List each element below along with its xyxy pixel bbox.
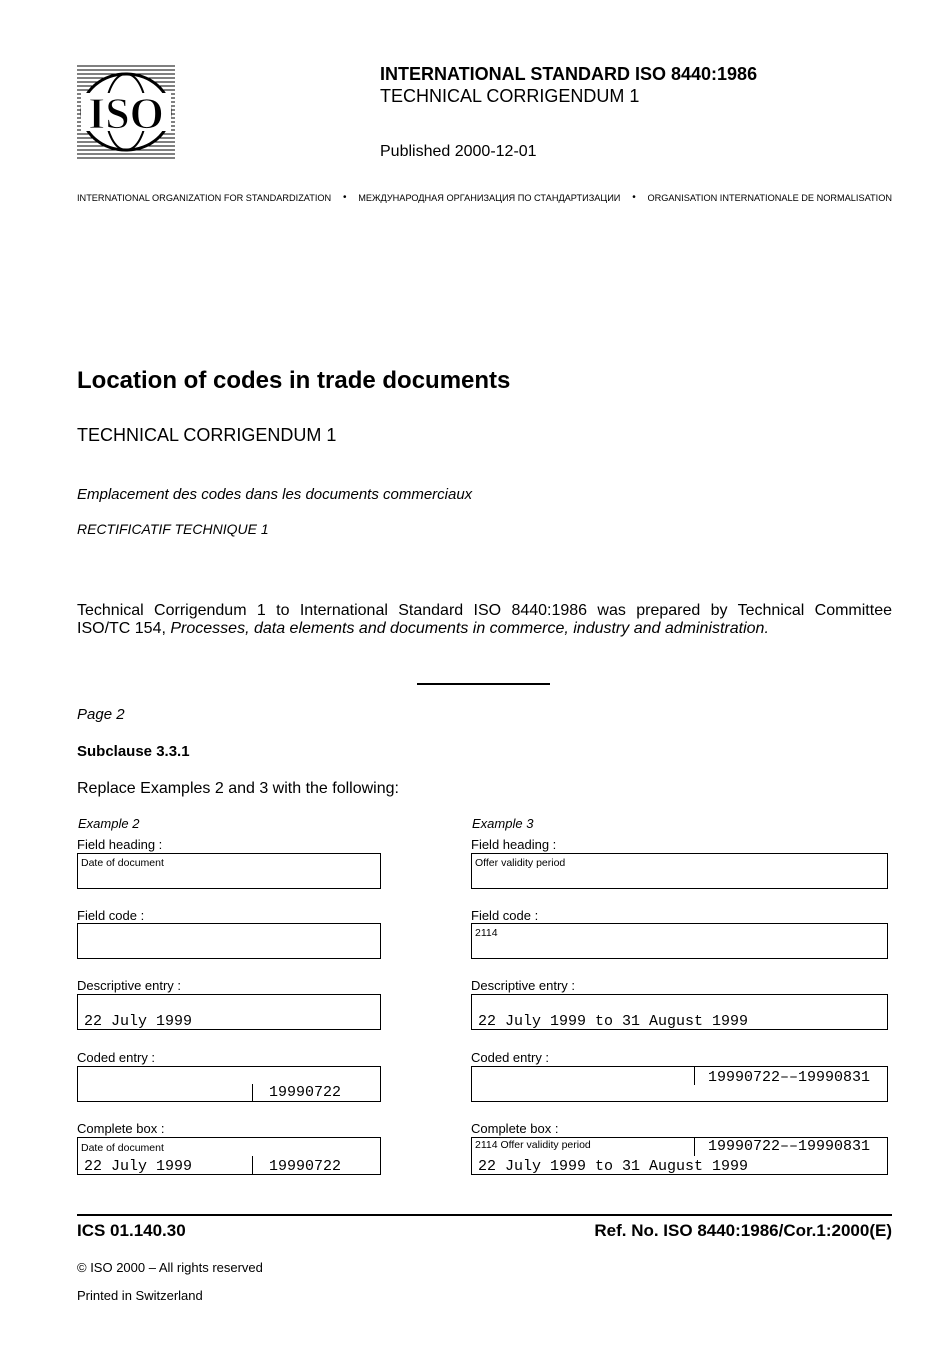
document-subtitle: TECHNICAL CORRIGENDUM 1 xyxy=(77,425,337,445)
ex3-complete-heading: 2114 Offer validity period xyxy=(475,1139,591,1151)
ex3-field-heading-value: Offer validity period xyxy=(475,857,566,869)
published-date: Published 2000-12-01 xyxy=(380,143,537,160)
reference-number: Ref. No. ISO 8440:1986/Cor.1:2000(E) xyxy=(594,1221,892,1240)
ex2-descriptive-box xyxy=(77,994,381,1030)
ex2-coded-value: 19990722 xyxy=(269,1084,342,1101)
ex2-complete-label: Complete box : xyxy=(77,1121,165,1136)
ex2-descriptive-value: 22 July 1999 xyxy=(84,1013,193,1030)
ex2-complete-descriptive: 22 July 1999 xyxy=(84,1158,193,1175)
subclause-heading: Subclause 3.3.1 xyxy=(77,743,190,760)
ex2-complete-heading: Date of document xyxy=(81,1142,164,1154)
ex3-complete-descriptive: 22 July 1999 to 31 August 1999 xyxy=(478,1158,749,1175)
intro-committee-scope: Processes, data elements and documents in commerce, industry and administration. xyxy=(170,620,769,637)
ex2-field-code-box xyxy=(77,923,381,959)
footer-rule xyxy=(77,1214,892,1216)
section-divider xyxy=(417,683,550,685)
org-name-fr: ORGANISATION INTERNATIONALE DE NORMALISATION xyxy=(647,192,892,203)
logo-text: ISO xyxy=(88,89,164,138)
ex3-field-heading-label: Field heading : xyxy=(471,837,557,852)
org-name-en: INTERNATIONAL ORGANIZATION FOR STANDARDIZATION xyxy=(77,192,332,203)
ex2-field-code-label: Field code : xyxy=(77,908,145,923)
french-title: Emplacement des codes dans les documents commerciaux xyxy=(77,486,473,503)
example-3-title: Example 3 xyxy=(472,816,534,831)
intro-line-2 xyxy=(77,620,892,638)
ex3-field-heading-box xyxy=(471,853,888,889)
organization-names xyxy=(77,192,892,203)
field-separator xyxy=(694,1067,695,1085)
field-separator xyxy=(252,1084,253,1102)
field-separator xyxy=(252,1156,253,1174)
intro-committee: ISO/TC 154, xyxy=(77,620,171,637)
ex3-coded-label: Coded entry : xyxy=(471,1050,550,1065)
ex3-descriptive-value: 22 July 1999 to 31 August 1999 xyxy=(478,1013,749,1030)
ex2-field-heading-label: Field heading : xyxy=(77,837,163,852)
ex3-complete-label: Complete box : xyxy=(471,1121,559,1136)
ics-code: ICS 01.140.30 xyxy=(77,1221,186,1240)
ex2-field-heading-value: Date of document xyxy=(81,857,164,869)
copyright-notice: © ISO 2000 – All rights reserved xyxy=(77,1260,263,1275)
ex3-field-code-value: 2114 xyxy=(475,927,498,939)
ex2-coded-box xyxy=(77,1066,381,1102)
printed-in: Printed in Switzerland xyxy=(77,1288,203,1303)
ex3-coded-value: 19990722––19990831 xyxy=(708,1069,871,1086)
page-reference: Page 2 xyxy=(77,706,125,723)
field-separator xyxy=(694,1138,695,1156)
bullet-separator: • xyxy=(342,192,347,203)
ex3-field-code-label: Field code : xyxy=(471,908,539,923)
standard-title: INTERNATIONAL STANDARD ISO 8440:1986 xyxy=(380,64,758,84)
example-2-title: Example 2 xyxy=(78,816,140,831)
ex2-coded-label: Coded entry : xyxy=(77,1050,156,1065)
intro-paragraph xyxy=(77,602,892,638)
ex2-descriptive-label: Descriptive entry : xyxy=(77,978,182,993)
iso-logo xyxy=(77,65,175,159)
ex3-coded-box xyxy=(471,1066,888,1102)
org-name-ru: МЕЖДУНАРОДНАЯ ОРГАНИЗАЦИЯ ПО СТАНДАРТИЗАЦИИ xyxy=(358,192,621,203)
french-subtitle: RECTIFICATIF TECHNIQUE 1 xyxy=(77,521,269,537)
bullet-separator: • xyxy=(632,192,636,203)
ex3-descriptive-label: Descriptive entry : xyxy=(471,978,576,993)
ex3-complete-box xyxy=(471,1137,888,1175)
ex2-complete-coded: 19990722 xyxy=(269,1158,342,1175)
ex2-complete-box xyxy=(77,1137,381,1175)
corrigendum-label: TECHNICAL CORRIGENDUM 1 xyxy=(380,86,640,106)
ex3-field-code-box xyxy=(471,923,888,959)
ex3-descriptive-box xyxy=(471,994,888,1030)
ex2-field-heading-box xyxy=(77,853,381,889)
ex3-complete-coded: 19990722––19990831 xyxy=(708,1138,871,1155)
intro-line-1: Technical Corrigendum 1 to International Standard ISO 8440:1986 was prepared by Technical Committee xyxy=(77,602,892,619)
document-title: Location of codes in trade documents xyxy=(77,367,511,394)
replace-instruction: Replace Examples 2 and 3 with the following: xyxy=(77,780,399,797)
